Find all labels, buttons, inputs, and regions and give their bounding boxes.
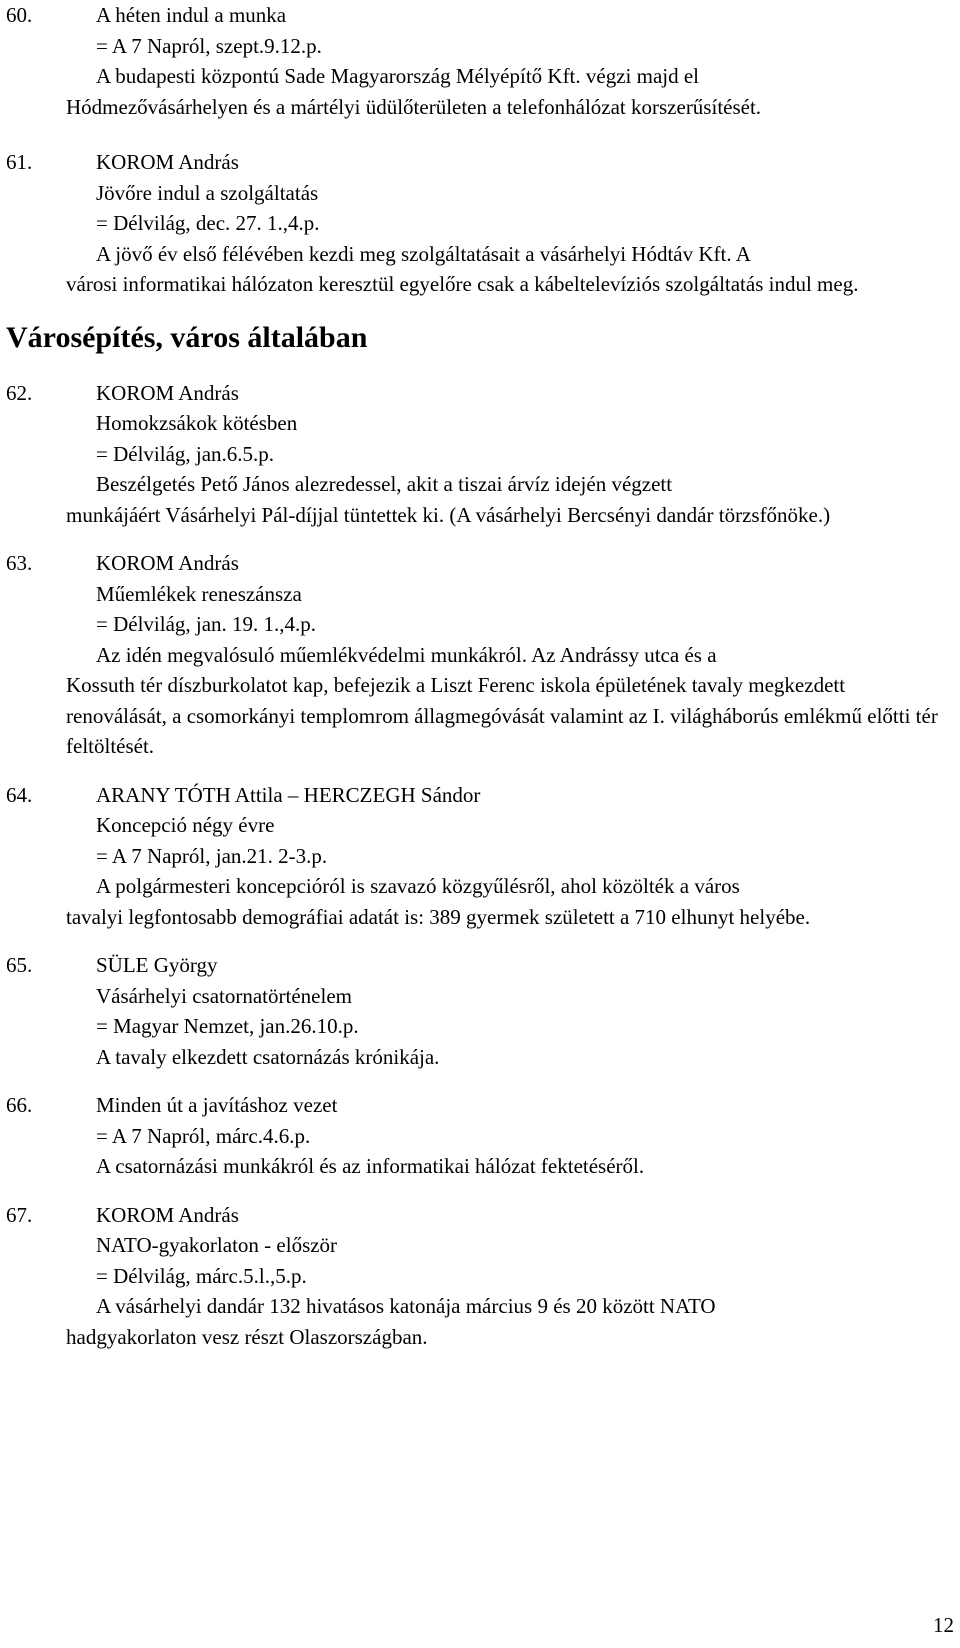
entry-abstract: Kossuth tér díszburkolatot kap, befejezik a Liszt Ferenc iskola épületének tavaly megkezdett renoválását, a csomorkányi templomrom állagmegóvását valamint az I. világháborús emlékmű előtti tér feltöltését. [66, 673, 938, 758]
entry-source: = A 7 Napról, márc.4.6.p. [96, 1123, 311, 1148]
entry-number: 67. [6, 1202, 33, 1227]
entry-article-title: Koncepció négy évre [96, 813, 275, 837]
document-page [6, 0, 952, 1352]
entry-number: 65. [6, 953, 33, 977]
entry-article-title: NATO-gyakorlaton - először [96, 1233, 338, 1257]
entry-abstract-first-line: Az idén megvalósuló műemlékvédelmi munkákról. Az Andrássy utca és a [96, 642, 717, 667]
entry-article-title: Homokzsákok kötésben [96, 411, 298, 435]
entry-source: = Magyar Nemzet, jan.26.10.p. [96, 1014, 359, 1038]
entry-title: ARANY TÓTH Attila – HERCZEGH Sándor [96, 782, 481, 807]
entry-abstract: városi informatikai hálózaton keresztül egyelőre csak a kábeltelevíziós szolgáltatás indul meg. [66, 272, 859, 296]
entry-title: Minden út a javításhoz vezet [96, 1093, 338, 1117]
entry-abstract-first-line: A jövő év első félévében kezdi meg szolgáltatásait a vásárhelyi Hódtáv Kft. A [96, 241, 751, 266]
entry-abstract: munkájáért Vásárhelyi Pál-díjjal tüntettek ki. (A vásárhelyi Bercsényi dandár törzsfőnöke.) [66, 502, 831, 527]
entry-title: A héten indul a munka [96, 3, 287, 27]
entry-source: = Délvilág, jan. 19. 1.,4.p. [96, 612, 317, 636]
entry-source: = Délvilág, jan.6.5.p. [96, 441, 275, 466]
entry-article-title: Vásárhelyi csatornatörténelem [96, 983, 352, 1008]
entry-number: 60. [6, 3, 33, 27]
entry-abstract-first-line: Beszélgetés Pető János alezredessel, akit a tiszai árvíz idején végzett [96, 472, 673, 496]
entry-abstract: tavalyi legfontosabb demográfiai adatát is: 389 gyermek született a 710 elhunyt helyébe. [66, 904, 811, 929]
entry-number: 64. [6, 782, 33, 807]
page-number: 12 [933, 1613, 954, 1637]
bibliography-entry [6, 950, 952, 1072]
entry-title: KOROM András [96, 380, 239, 405]
entry-abstract-first-line: A polgármesteri koncepcióról is szavazó közgyűlésről, ahol közölték a város [96, 874, 740, 898]
bibliography-entry [6, 0, 952, 122]
entry-abstract-first-line: A csatornázási munkákról és az informatikai hálózat fektetéséről. [96, 1154, 645, 1178]
entry-article-title: Jövőre indul a szolgáltatás [96, 180, 319, 205]
entry-article-title: Műemlékek reneszánsza [96, 581, 302, 606]
bibliography-entry [6, 378, 952, 531]
entry-title: KOROM András [96, 551, 239, 575]
entry-abstract-first-line: A vásárhelyi dandár 132 hivatásos katonája március 9 és 20 között NATO [96, 1294, 716, 1318]
entry-source: = A 7 Napról, jan.21. 2-3.p. [96, 843, 328, 868]
bibliography-entry [6, 548, 952, 762]
bibliography-entry [6, 147, 952, 300]
entry-source: = Délvilág, márc.5.l.,5.p. [96, 1263, 307, 1288]
entry-title: KOROM András [96, 1202, 239, 1227]
section-heading: Városépítés, város általában [6, 320, 368, 354]
entry-title: KOROM András [96, 150, 239, 174]
entry-abstract-first-line: A tavaly elkezdett csatornázás krónikája. [96, 1044, 440, 1069]
entry-source: = Délvilág, dec. 27. 1.,4.p. [96, 211, 320, 235]
entry-title: SÜLE György [96, 953, 218, 977]
bibliography-entry [6, 780, 952, 933]
entry-number: 61. [6, 150, 33, 174]
entry-abstract-first-line: A budapesti központú Sade Magyarország Mélyépítő Kft. végzi majd el [96, 64, 700, 88]
entry-number: 66. [6, 1093, 33, 1117]
bibliography-entry [6, 1090, 952, 1182]
entry-number: 63. [6, 551, 33, 575]
entry-abstract: Hódmezővásárhelyen és a mártélyi üdülőterületen a telefonhálózat korszerűsítését. [66, 94, 762, 119]
bibliography-entry [6, 1200, 952, 1353]
entry-number: 62. [6, 380, 33, 405]
entry-source: = A 7 Napról, szept.9.12.p. [96, 33, 322, 58]
entry-abstract: hadgyakorlaton vesz részt Olaszországban. [66, 1324, 428, 1349]
